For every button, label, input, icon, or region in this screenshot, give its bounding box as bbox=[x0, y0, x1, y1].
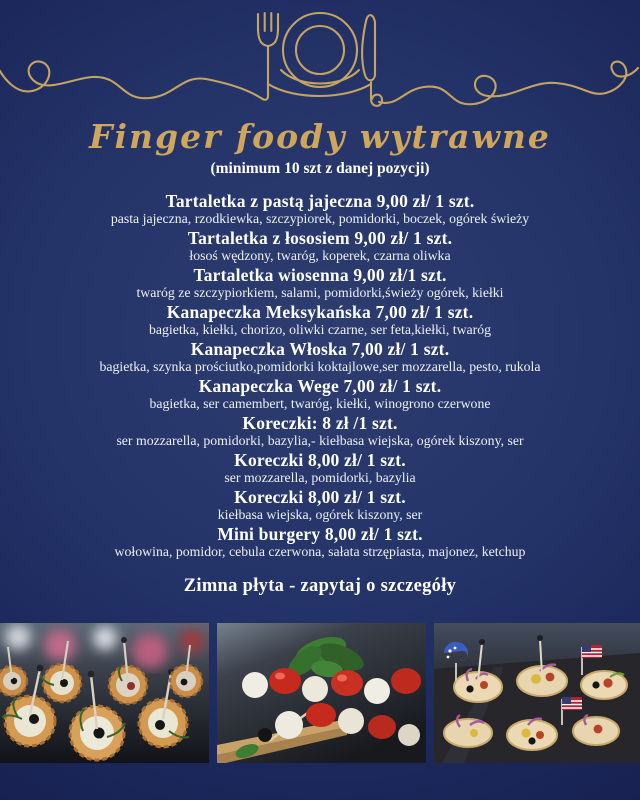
menu-item-desc: łosoś wędzony, twaróg, koperek, czarna oliwka bbox=[189, 248, 451, 263]
menu-item bbox=[0, 191, 640, 226]
menu-item bbox=[0, 524, 640, 559]
menu-item-name: Koreczki 8,00 zł/ 1 szt. bbox=[234, 450, 406, 470]
menu-item-name: Mini burgery 8,00 zł/ 1 szt. bbox=[217, 524, 423, 544]
menu-item-name: Kanapeczka Wege 7,00 zł/ 1 szt. bbox=[198, 376, 442, 396]
menu-item bbox=[0, 302, 640, 337]
menu-item-desc: bagietka, ser camembert, twaróg, kiełki, winogrono czerwone bbox=[149, 396, 491, 411]
menu-item-desc: wołowina, pomidor, cebula czerwona, sałata strzępiasta, majonez, ketchup bbox=[114, 544, 526, 559]
minimum-order-note: (minimum 10 szt z danej pozycji) bbox=[210, 160, 430, 177]
menu-item-desc: ser mozzarella, pomidorki, bazylia,- kiełbasa wiejska, ogórek kiszony, ser bbox=[116, 433, 524, 448]
menu-item-name: Kanapeczka Meksykańska 7,00 zł/ 1 szt. bbox=[166, 302, 474, 322]
menu-item-name: Kanapeczka Włoska 7,00 zł/ 1 szt. bbox=[190, 339, 450, 359]
menu-item bbox=[0, 487, 640, 522]
menu-item-desc: ser mozzarella, pomidorki, bazylia bbox=[224, 470, 416, 485]
menu-item-desc: bagietka, kiełki, chorizo, oliwki czarne, ser feta,kiełki, twaróg bbox=[148, 322, 492, 337]
menu-list bbox=[0, 191, 640, 559]
fork-plate-knife-line-art bbox=[0, 0, 640, 112]
menu-item bbox=[0, 413, 640, 448]
menu-item-name: Tartaletka wiosenna 9,00 zł/1 szt. bbox=[193, 265, 447, 285]
photo-canapes-flags bbox=[434, 623, 640, 763]
menu-item bbox=[0, 339, 640, 374]
menu-item-name: Tartaletka z łososiem 9,00 zł/ 1 szt. bbox=[187, 228, 453, 248]
page-title: Finger foody wytrawne bbox=[89, 117, 551, 156]
photo-strip bbox=[0, 623, 640, 763]
menu-item-desc: pasta jajeczna, rzodkiewka, szczypiorek, pomidorki, boczek, ogórek świeży bbox=[110, 211, 530, 226]
menu-item-desc: twaróg ze szczypiorkiem, salami, pomidorki,świeży ogórek, kiełki bbox=[136, 285, 504, 300]
menu-item-desc: bagietka, szynka prościutko,pomidorki koktajlowe,ser mozzarella, pesto, rukola bbox=[99, 359, 541, 374]
menu-item-name: Tartaletka z pastą jajeczna 9,00 zł/ 1 szt. bbox=[165, 191, 475, 211]
menu-item bbox=[0, 228, 640, 263]
menu-item-name: Koreczki 8,00 zł/ 1 szt. bbox=[234, 487, 406, 507]
menu-item bbox=[0, 265, 640, 300]
photo-tartlets bbox=[0, 623, 209, 763]
menu-item-name: Koreczki: 8 zł /1 szt. bbox=[242, 413, 398, 433]
plate-icon bbox=[268, 13, 371, 96]
menu-item bbox=[0, 450, 640, 485]
knife-icon bbox=[362, 15, 382, 106]
menu-item-desc: kiełbasa wiejska, ogórek kiszony, ser bbox=[217, 507, 423, 522]
menu-item bbox=[0, 376, 640, 411]
cold-platter-note: Zimna płyta - zapytaj o szczegóły bbox=[183, 576, 457, 596]
wavy-line-left bbox=[0, 60, 268, 100]
photo-caprese-skewers bbox=[217, 623, 426, 763]
wavy-line-right bbox=[379, 62, 638, 105]
